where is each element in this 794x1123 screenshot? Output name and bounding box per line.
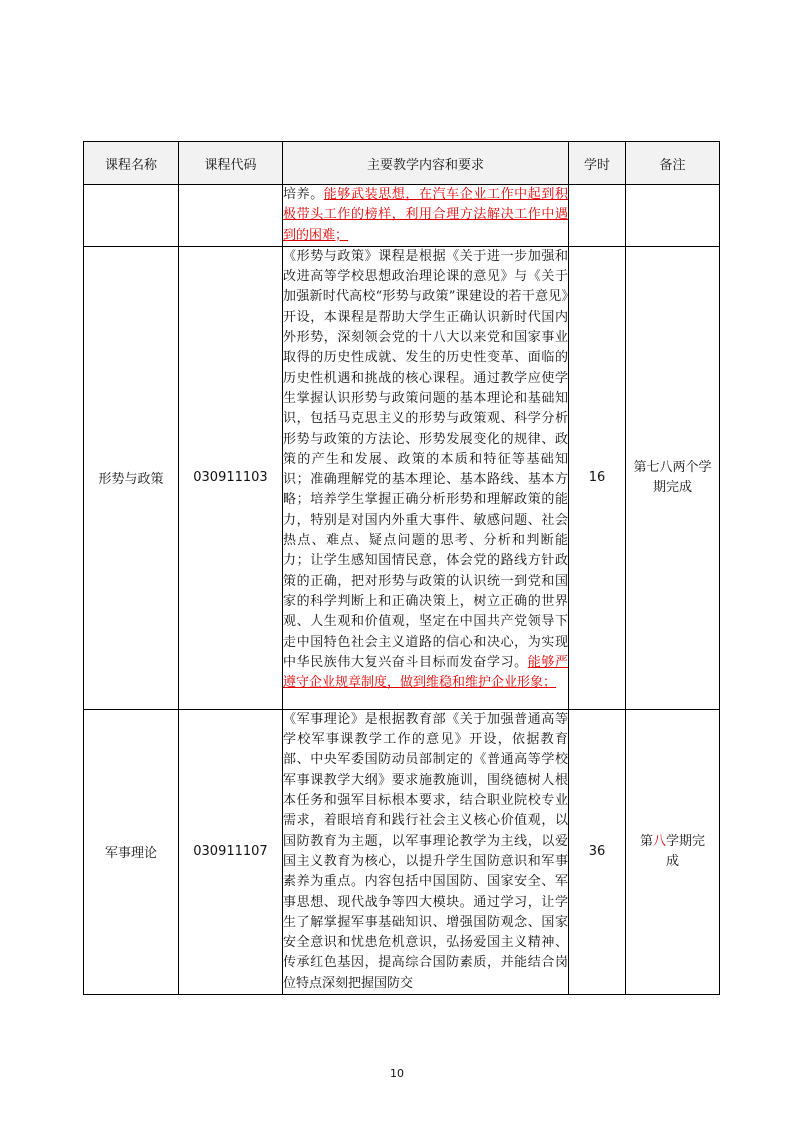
hours-cell — [569, 185, 626, 247]
teaching-content-cell — [283, 246, 569, 709]
course-name-cell: 形势与政策 — [84, 246, 179, 709]
header-teaching-content: 主要教学内容和要求 — [283, 142, 569, 185]
table-row — [84, 709, 720, 994]
header-course-name: 课程名称 — [84, 142, 179, 185]
remark-text: 第 — [639, 833, 653, 849]
header-remark: 备注 — [626, 142, 720, 185]
table-header-row — [84, 142, 720, 185]
remark-cell — [626, 709, 720, 994]
course-code-cell: 030911107 — [179, 709, 283, 994]
course-table — [83, 141, 720, 995]
course-name-cell — [84, 185, 179, 247]
page-number: 10 — [390, 1067, 404, 1080]
course-code-cell: 030911103 — [179, 246, 283, 709]
table-row — [84, 246, 720, 709]
hours-cell: 36 — [569, 709, 626, 994]
content-text: 培养。 — [283, 187, 324, 202]
header-course-code: 课程代码 — [179, 142, 283, 185]
teaching-content-cell — [283, 185, 569, 247]
hours-cell: 16 — [569, 246, 626, 709]
course-code-cell — [179, 185, 283, 247]
content-highlight-text: 能够武装思想，在汽车企业工作中起到积极带头工作的榜样，利用合理方法解决工作中遇到的困难； — [283, 187, 568, 243]
course-name-cell: 军事理论 — [84, 709, 179, 994]
content-text: 《形势与政策》课程是根据《关于进一步加强和改进高等学校思想政治理论课的意见》与《关于加强新时代高校“形势与政策”课建设的若干意见》开设，本课程是帮助大学生正确认识新时代国内外形势，深刻领会党的十八大以来党和国家事业取得的历史性成就、发生的历史性变革、面临的历史性机遇和挑战的核心课程。通过教学应使学生掌握认识形势与政策问题的基本理论和基础知识，包括马克思主义的形势与政策观、科学分析形势与政策的方法论、形势发展变化的规律、政策的产生和发展、政策的本质和特征等基础知识；准确理解党的基本理论、基本路线、基本方略；培养学生掌握正确分析形势和理解政策的能力，特别是对国内外重大事件、敏感问题、社会热点、难点、疑点问题的思考、分析和判断能力；让学生感知国情民意，体会党的路线方针政策的正确，把对形势与政策的认识统一到党和国家的科学判断上和正确决策上，树立正确的世界观、人生观和价值观，坚定在中国共产党领导下走中国特色社会主义道路的信心和决心，为实现中华民族伟大复兴奋斗目标而发奋学习。 — [283, 248, 568, 670]
teaching-content-cell: 《军事理论》是根据教育部《关于加强普通高等学校军事课教学工作的意见》开设，依据教育部、中央军委国防动员部制定的《普通高等学校军事课教学大纲》要求施教施训，围绕德树人根本任务和强军目标根本要求，结合职业院校专业需求，着眼培育和践行社会主义核心价值观，以国防教育为主题，以军事理论教学为主线，以爱国主义教育为核心，以提升学生国防意识和军事素养为重点。内容包括中国国防、国家安全、军事思想、现代战争等四大模块。通过学习，让学生了解掌握军事基础知识、增强国防观念、国家安全意识和忧患危机意识，弘扬爱国主义精神、传承红色基因，提高综合国防素质，并能结合岗位特点深刻把握国防交 — [283, 709, 569, 994]
content-highlight-text: 能够严遵守企业规章制度，做到维稳和维护企业形象； — [283, 654, 568, 691]
table-row — [84, 185, 720, 247]
remark-text: 学期完成 — [665, 833, 706, 869]
remark-highlight-text: 八 — [652, 833, 666, 849]
header-hours: 学时 — [569, 142, 626, 185]
remark-cell: 第七八两个学期完成 — [626, 246, 720, 709]
remark-cell — [626, 185, 720, 247]
